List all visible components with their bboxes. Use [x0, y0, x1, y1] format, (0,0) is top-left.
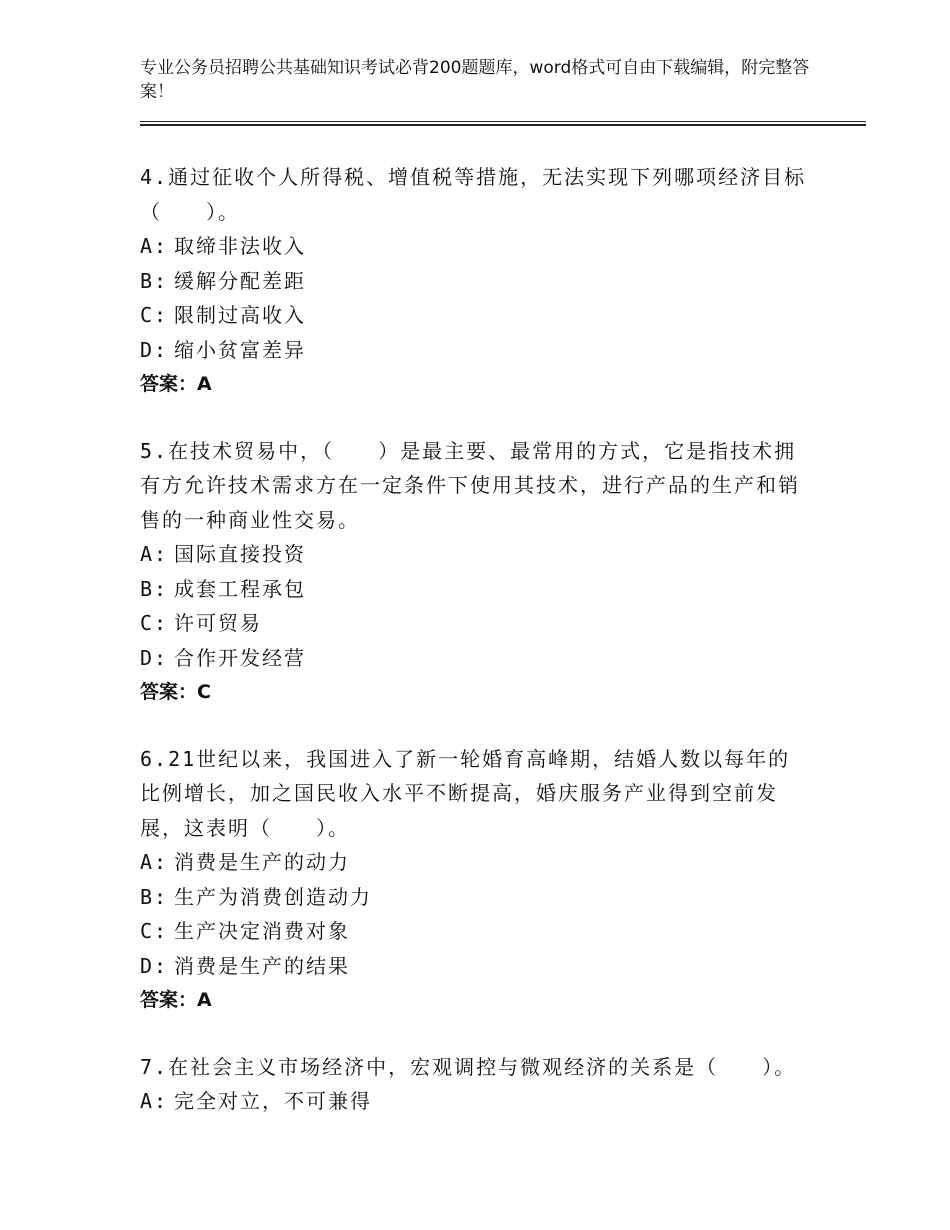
option-a [140, 537, 810, 572]
option-key: A: [140, 850, 169, 874]
option-c [140, 298, 810, 333]
option-text: 缩小贫富差异 [174, 337, 306, 362]
question-item [140, 1050, 810, 1119]
option-key: C: [140, 919, 169, 943]
question-item [140, 434, 810, 710]
option-d [140, 641, 810, 676]
option-text: 国际直接投资 [174, 542, 306, 566]
option-text: 成套工程承包 [174, 576, 306, 601]
question-list [140, 160, 810, 1151]
option-key: D: [140, 953, 169, 978]
option-text: 合作开发经营 [174, 645, 306, 670]
question-stem: 4.通过征收个人所得税、增值税等措施，无法实现下列哪项经济目标（ ）。 [140, 165, 807, 224]
header-divider [140, 121, 866, 122]
option-text: 许可贸易 [174, 611, 262, 635]
answer-line: 答案：A [140, 373, 212, 395]
option-d [140, 949, 810, 984]
option-text: 消费是生产的动力 [174, 850, 350, 874]
page-header: 专业公务员招聘公共基础知识考试必背200题题库，word格式可自由下载编辑，附完整答案！ [140, 58, 810, 102]
option-key: B: [140, 884, 169, 909]
question-stem: 6.21世纪以来，我国进入了新一轮婚育高峰期，结婚人数以每年的比例增长，加之国民收入水平不断提高，婚庆服务产业得到空前发展，这表明（ ）。 [140, 746, 791, 840]
option-b [140, 880, 810, 915]
option-a [140, 845, 810, 880]
option-key: C: [140, 611, 169, 635]
answer-line: 答案：A [140, 989, 212, 1011]
option-text: 缓解分配差距 [174, 268, 306, 293]
answer-line: 答案：C [140, 681, 211, 703]
option-b [140, 264, 810, 299]
option-b [140, 572, 810, 607]
option-text: 完全对立，不可兼得 [174, 1089, 372, 1113]
option-c [140, 914, 810, 949]
question-stem: 5.在技术贸易中，（ ）是最主要、最常用的方式，它是指技术拥有方允许技术需求方在一定条件下使用其技术，进行产品的生产和销售的一种商业性交易。 [140, 438, 800, 532]
option-text: 消费是生产的结果 [174, 953, 350, 978]
option-text: 限制过高收入 [174, 303, 306, 327]
question-stem: 7.在社会主义市场经济中，宏观调控与微观经济的关系是（ ）。 [140, 1054, 797, 1079]
option-d [140, 333, 810, 368]
option-key: C: [140, 303, 169, 327]
option-key: A: [140, 234, 169, 258]
option-text: 生产决定消费对象 [174, 919, 350, 943]
option-key: D: [140, 645, 169, 670]
header-divider-thick [140, 124, 866, 126]
option-text: 取缔非法收入 [174, 234, 306, 258]
option-c [140, 606, 810, 641]
option-key: A: [140, 542, 169, 566]
option-a [140, 1084, 810, 1119]
option-key: B: [140, 576, 169, 601]
option-key: D: [140, 337, 169, 362]
question-item [140, 160, 810, 402]
option-key: A: [140, 1089, 169, 1113]
option-text: 生产为消费创造动力 [174, 884, 372, 909]
option-key: B: [140, 268, 169, 293]
option-a [140, 229, 810, 264]
question-item [140, 742, 810, 1018]
